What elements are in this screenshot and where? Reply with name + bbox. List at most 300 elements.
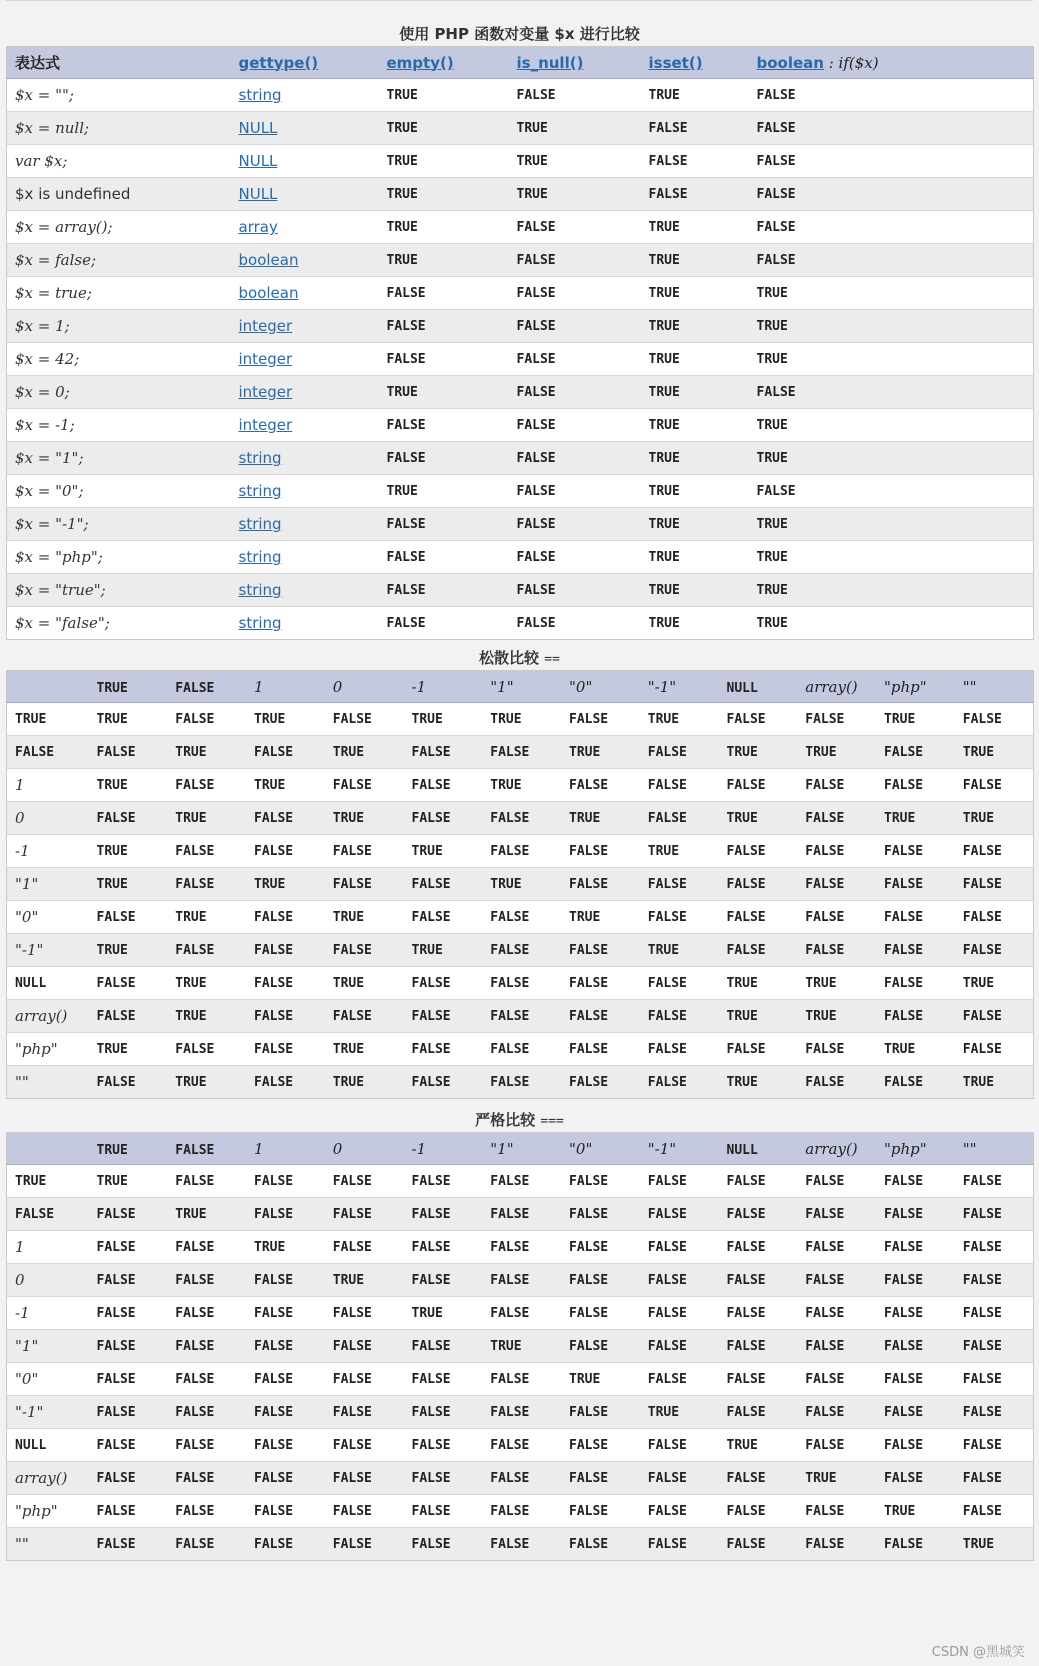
result-cell — [876, 1363, 955, 1396]
result-value: FALSE — [175, 1537, 215, 1552]
result-value: FALSE — [411, 1504, 451, 1519]
result-cell — [561, 769, 640, 802]
result-value: FALSE — [569, 1075, 609, 1090]
bool-value: TRUE — [756, 583, 788, 598]
column-label: TRUE — [96, 1142, 128, 1158]
header-is-null — [509, 47, 641, 79]
strict-caption — [6, 1108, 1033, 1132]
isset-cell — [641, 145, 749, 178]
result-value: TRUE — [175, 1075, 207, 1090]
empty-value: FALSE — [386, 319, 426, 334]
result-value: FALSE — [332, 1504, 372, 1519]
result-value: FALSE — [332, 1009, 372, 1024]
bool-value: FALSE — [756, 385, 796, 400]
isset-value: TRUE — [648, 220, 680, 235]
result-value: TRUE — [332, 745, 365, 760]
bool-value: TRUE — [756, 418, 788, 433]
result-value: FALSE — [962, 712, 1002, 727]
empty-value: FALSE — [386, 352, 426, 367]
result-cell — [955, 1495, 1034, 1528]
table-row — [7, 541, 1034, 574]
expression-text: $x = null; — [15, 119, 90, 137]
row-header-cell — [7, 769, 89, 802]
result-value: FALSE — [254, 745, 294, 760]
empty-value: FALSE — [386, 286, 426, 301]
result-value: FALSE — [569, 1174, 609, 1189]
result-cell — [89, 1198, 168, 1231]
result-value: FALSE — [332, 1339, 372, 1354]
result-value: TRUE — [490, 778, 522, 793]
isset-cell — [641, 343, 749, 376]
result-cell — [404, 769, 483, 802]
isset-cell — [641, 574, 749, 607]
is_null-value: FALSE — [516, 616, 556, 631]
result-value: TRUE — [96, 877, 128, 892]
is_null-cell — [509, 145, 641, 178]
result-cell — [719, 1000, 798, 1033]
result-cell — [876, 835, 955, 868]
result-value: FALSE — [175, 1240, 215, 1255]
expression-cell — [7, 442, 231, 475]
result-value: FALSE — [962, 844, 1002, 859]
result-cell — [325, 1000, 404, 1033]
result-value: TRUE — [332, 811, 365, 826]
type-link[interactable]: NULL — [238, 185, 278, 203]
result-value: FALSE — [647, 976, 687, 991]
result-value: FALSE — [332, 943, 372, 958]
result-value: TRUE — [175, 1207, 207, 1222]
result-value: FALSE — [569, 1504, 609, 1519]
isset-link[interactable]: isset() — [648, 53, 703, 72]
expression-cell — [7, 211, 231, 244]
result-cell — [640, 1528, 719, 1561]
result-cell — [955, 868, 1034, 901]
result-value: TRUE — [805, 976, 837, 991]
result-cell — [482, 1396, 561, 1429]
result-cell — [404, 1198, 483, 1231]
result-value: FALSE — [726, 1042, 766, 1057]
result-cell — [876, 1429, 955, 1462]
result-cell — [561, 736, 640, 769]
type-link[interactable]: string — [238, 449, 282, 467]
result-cell — [404, 835, 483, 868]
result-value: FALSE — [569, 1273, 609, 1288]
boolean-link[interactable]: boolean — [756, 53, 824, 72]
empty-link[interactable]: empty() — [386, 53, 454, 72]
result-cell — [404, 1396, 483, 1429]
strict-column-header — [167, 1133, 246, 1165]
row-header-cell — [7, 934, 89, 967]
result-cell — [876, 1330, 955, 1363]
result-value: FALSE — [411, 1372, 451, 1387]
result-cell — [561, 703, 640, 736]
strict-column-header — [404, 1133, 483, 1165]
result-value: FALSE — [805, 844, 845, 859]
result-value: FALSE — [490, 1240, 530, 1255]
is_null-value: FALSE — [516, 385, 556, 400]
result-value: FALSE — [962, 1042, 1002, 1057]
result-cell — [719, 1495, 798, 1528]
result-value: FALSE — [411, 1471, 451, 1486]
type-cell — [231, 145, 379, 178]
result-value: FALSE — [96, 1009, 136, 1024]
result-value: FALSE — [96, 745, 136, 760]
empty-value: FALSE — [386, 517, 426, 532]
row-label: "0" — [15, 908, 39, 926]
result-value: TRUE — [647, 1405, 680, 1420]
result-cell — [797, 1528, 876, 1561]
result-cell — [719, 934, 798, 967]
table-row — [7, 508, 1034, 541]
result-cell — [876, 736, 955, 769]
result-value: TRUE — [254, 778, 286, 793]
result-value: FALSE — [884, 1438, 924, 1453]
type-link[interactable]: string — [238, 581, 282, 599]
expression-text: $x = ""; — [15, 86, 74, 104]
type-link[interactable]: NULL — [238, 152, 278, 170]
result-value: TRUE — [96, 778, 128, 793]
column-label: TRUE — [96, 680, 128, 696]
type-link[interactable]: integer — [238, 350, 293, 368]
result-value: FALSE — [884, 1273, 924, 1288]
result-cell — [482, 1330, 561, 1363]
result-value: FALSE — [805, 811, 845, 826]
expression-text: $x = -1; — [15, 416, 75, 434]
row-label: "" — [15, 1073, 29, 1091]
type-cell — [231, 343, 379, 376]
result-value: FALSE — [569, 1306, 609, 1321]
result-cell — [719, 1165, 798, 1198]
result-cell — [246, 1033, 325, 1066]
result-cell — [561, 1429, 640, 1462]
type-link[interactable]: integer — [238, 383, 293, 401]
result-value: FALSE — [647, 910, 687, 925]
result-cell — [404, 1066, 483, 1099]
bool-cell — [749, 574, 1034, 607]
result-cell — [404, 934, 483, 967]
expression-text: $x = "-1"; — [15, 515, 89, 533]
result-cell — [246, 802, 325, 835]
bool-cell — [749, 277, 1034, 310]
is_null-value: TRUE — [516, 187, 548, 202]
is_null-cell — [509, 442, 641, 475]
result-value: FALSE — [175, 943, 215, 958]
result-value: TRUE — [332, 1075, 365, 1090]
isset-cell — [641, 79, 749, 112]
header-empty — [379, 47, 509, 79]
result-value: FALSE — [805, 1339, 845, 1354]
result-value: FALSE — [569, 844, 609, 859]
header-boolean — [749, 47, 1034, 79]
type-link[interactable]: array — [238, 218, 278, 236]
type-link[interactable]: integer — [238, 317, 293, 335]
result-value: FALSE — [490, 1537, 530, 1552]
table-row — [7, 934, 1034, 967]
result-cell — [797, 1198, 876, 1231]
result-cell — [325, 1363, 404, 1396]
result-cell — [404, 1033, 483, 1066]
result-cell — [404, 1330, 483, 1363]
bool-cell — [749, 343, 1034, 376]
result-cell — [719, 1198, 798, 1231]
type-link[interactable]: NULL — [238, 119, 278, 137]
type-cell — [231, 310, 379, 343]
result-value: FALSE — [884, 1240, 924, 1255]
result-value: FALSE — [805, 877, 845, 892]
isset-value: TRUE — [648, 88, 680, 103]
result-value: TRUE — [805, 1009, 837, 1024]
result-cell — [167, 736, 246, 769]
functions-table — [6, 46, 1034, 640]
result-value: FALSE — [962, 877, 1002, 892]
result-value: FALSE — [962, 1207, 1002, 1222]
type-link[interactable]: string — [238, 482, 282, 500]
bool-cell — [749, 79, 1034, 112]
is_null-cell — [509, 244, 641, 277]
result-value: FALSE — [254, 943, 294, 958]
result-cell — [482, 835, 561, 868]
result-cell — [876, 1462, 955, 1495]
column-label: "php" — [884, 1139, 927, 1158]
result-cell — [404, 736, 483, 769]
is_null-value: FALSE — [516, 220, 556, 235]
result-value: FALSE — [411, 811, 451, 826]
result-cell — [955, 1165, 1034, 1198]
result-value: FALSE — [332, 712, 372, 727]
result-cell — [561, 967, 640, 1000]
result-cell — [561, 1000, 640, 1033]
result-cell — [797, 1231, 876, 1264]
result-cell — [404, 901, 483, 934]
table-row — [7, 967, 1034, 1000]
result-value: TRUE — [490, 712, 522, 727]
result-value: FALSE — [332, 1471, 372, 1486]
type-cell — [231, 541, 379, 574]
result-value: FALSE — [411, 1042, 451, 1057]
result-cell — [167, 1330, 246, 1363]
result-value: FALSE — [647, 877, 687, 892]
result-value: FALSE — [726, 1372, 766, 1387]
result-cell — [797, 868, 876, 901]
result-value: FALSE — [411, 1174, 451, 1189]
loose-column-header — [797, 671, 876, 703]
loose-column-header — [876, 671, 955, 703]
result-value: TRUE — [647, 844, 680, 859]
empty-value: FALSE — [386, 451, 426, 466]
result-cell — [89, 703, 168, 736]
result-cell — [797, 802, 876, 835]
strict-table — [6, 1132, 1034, 1561]
result-value: FALSE — [962, 1471, 1002, 1486]
type-link[interactable]: integer — [238, 416, 293, 434]
column-label: 0 — [332, 1139, 343, 1158]
result-cell — [246, 703, 325, 736]
type-link[interactable]: string — [238, 548, 282, 566]
isset-cell — [641, 178, 749, 211]
result-cell — [955, 1033, 1034, 1066]
result-cell — [561, 1264, 640, 1297]
loose-caption-operator: == — [544, 652, 560, 667]
result-cell — [404, 1462, 483, 1495]
result-value: FALSE — [962, 1372, 1002, 1387]
bool-value: TRUE — [756, 286, 788, 301]
empty-value: FALSE — [386, 550, 426, 565]
result-cell — [325, 1033, 404, 1066]
result-value: FALSE — [962, 910, 1002, 925]
table-row — [7, 277, 1034, 310]
result-cell — [561, 1462, 640, 1495]
result-cell — [246, 967, 325, 1000]
row-label: 0 — [15, 1271, 25, 1289]
result-cell — [797, 703, 876, 736]
result-value: FALSE — [175, 1405, 215, 1420]
result-cell — [246, 736, 325, 769]
type-cell — [231, 409, 379, 442]
result-cell — [167, 703, 246, 736]
result-cell — [719, 1363, 798, 1396]
result-cell — [89, 1264, 168, 1297]
column-label: NULL — [726, 1142, 758, 1158]
table-row — [7, 1165, 1034, 1198]
empty-cell — [379, 277, 509, 310]
result-value: FALSE — [490, 811, 530, 826]
table-row — [7, 409, 1034, 442]
result-cell — [482, 1198, 561, 1231]
result-cell — [797, 967, 876, 1000]
result-value: FALSE — [411, 1273, 451, 1288]
result-value: FALSE — [490, 745, 530, 760]
table-row — [7, 835, 1034, 868]
result-value: TRUE — [726, 1009, 758, 1024]
result-value: FALSE — [332, 1207, 372, 1222]
empty-cell — [379, 376, 509, 409]
result-value: TRUE — [726, 976, 758, 991]
row-label: TRUE — [15, 1174, 47, 1189]
result-cell — [482, 1495, 561, 1528]
type-link[interactable]: string — [238, 86, 282, 104]
result-value: FALSE — [175, 1174, 215, 1189]
row-header-cell — [7, 802, 89, 835]
type-link[interactable]: string — [238, 614, 282, 632]
result-cell — [246, 835, 325, 868]
result-value: FALSE — [569, 1339, 609, 1354]
result-cell — [325, 1066, 404, 1099]
gettype-link[interactable]: gettype() — [238, 53, 319, 72]
loose-header-corner — [7, 671, 89, 703]
header-gettype — [231, 47, 379, 79]
result-cell — [561, 835, 640, 868]
column-label: "php" — [884, 677, 927, 696]
result-cell — [89, 868, 168, 901]
type-cell — [231, 607, 379, 640]
result-cell — [640, 1264, 719, 1297]
is_null-value: FALSE — [516, 583, 556, 598]
result-cell — [640, 1033, 719, 1066]
strict-column-header — [561, 1133, 640, 1165]
result-value: FALSE — [726, 778, 766, 793]
empty-value: TRUE — [386, 88, 418, 103]
expression-cell — [7, 475, 231, 508]
result-value: FALSE — [411, 877, 451, 892]
result-value: FALSE — [254, 910, 294, 925]
empty-cell — [379, 508, 509, 541]
result-cell — [89, 901, 168, 934]
result-value: FALSE — [254, 1042, 294, 1057]
expression-cell — [7, 343, 231, 376]
is-null-link[interactable]: is_null() — [516, 53, 584, 72]
empty-value: TRUE — [386, 220, 418, 235]
result-cell — [482, 1165, 561, 1198]
row-header-cell — [7, 901, 89, 934]
table-row — [7, 1330, 1034, 1363]
result-value: FALSE — [726, 1504, 766, 1519]
result-cell — [876, 1528, 955, 1561]
result-cell — [719, 835, 798, 868]
empty-value: FALSE — [386, 616, 426, 631]
type-link[interactable]: boolean — [238, 284, 299, 302]
empty-cell — [379, 244, 509, 277]
is_null-cell — [509, 79, 641, 112]
is_null-value: FALSE — [516, 253, 556, 268]
bool-cell — [749, 244, 1034, 277]
result-cell — [561, 802, 640, 835]
result-cell — [89, 1528, 168, 1561]
result-cell — [325, 1495, 404, 1528]
result-value: FALSE — [884, 745, 924, 760]
result-value: TRUE — [490, 1339, 522, 1354]
result-cell — [482, 1264, 561, 1297]
empty-value: TRUE — [386, 121, 418, 136]
result-value: FALSE — [884, 1405, 924, 1420]
isset-cell — [641, 310, 749, 343]
result-cell — [89, 934, 168, 967]
table-row — [7, 1363, 1034, 1396]
result-cell — [797, 1033, 876, 1066]
result-value: TRUE — [411, 1306, 443, 1321]
expression-text: $x = "1"; — [15, 449, 84, 467]
type-link[interactable]: boolean — [238, 251, 299, 269]
result-value: FALSE — [805, 1306, 845, 1321]
result-cell — [482, 1231, 561, 1264]
row-header-cell — [7, 1297, 89, 1330]
table-row — [7, 376, 1034, 409]
column-label: FALSE — [175, 680, 215, 696]
is_null-value: FALSE — [516, 484, 556, 499]
result-value: FALSE — [490, 943, 530, 958]
type-link[interactable]: string — [238, 515, 282, 533]
result-value: FALSE — [805, 1537, 845, 1552]
expression-text: $x = array(); — [15, 218, 113, 236]
result-cell — [876, 769, 955, 802]
result-cell — [640, 967, 719, 1000]
strict-section — [6, 1108, 1033, 1561]
row-label: "0" — [15, 1370, 39, 1388]
result-cell — [89, 1297, 168, 1330]
strict-column-header — [89, 1133, 168, 1165]
isset-value: TRUE — [648, 451, 680, 466]
is_null-value: FALSE — [516, 352, 556, 367]
result-cell — [797, 1297, 876, 1330]
result-cell — [89, 1363, 168, 1396]
result-value: FALSE — [411, 910, 451, 925]
result-cell — [640, 1000, 719, 1033]
empty-cell — [379, 145, 509, 178]
column-label: "0" — [569, 677, 593, 696]
bool-cell — [749, 376, 1034, 409]
table-row — [7, 1198, 1034, 1231]
type-cell — [231, 79, 379, 112]
row-label: array() — [15, 1007, 68, 1025]
